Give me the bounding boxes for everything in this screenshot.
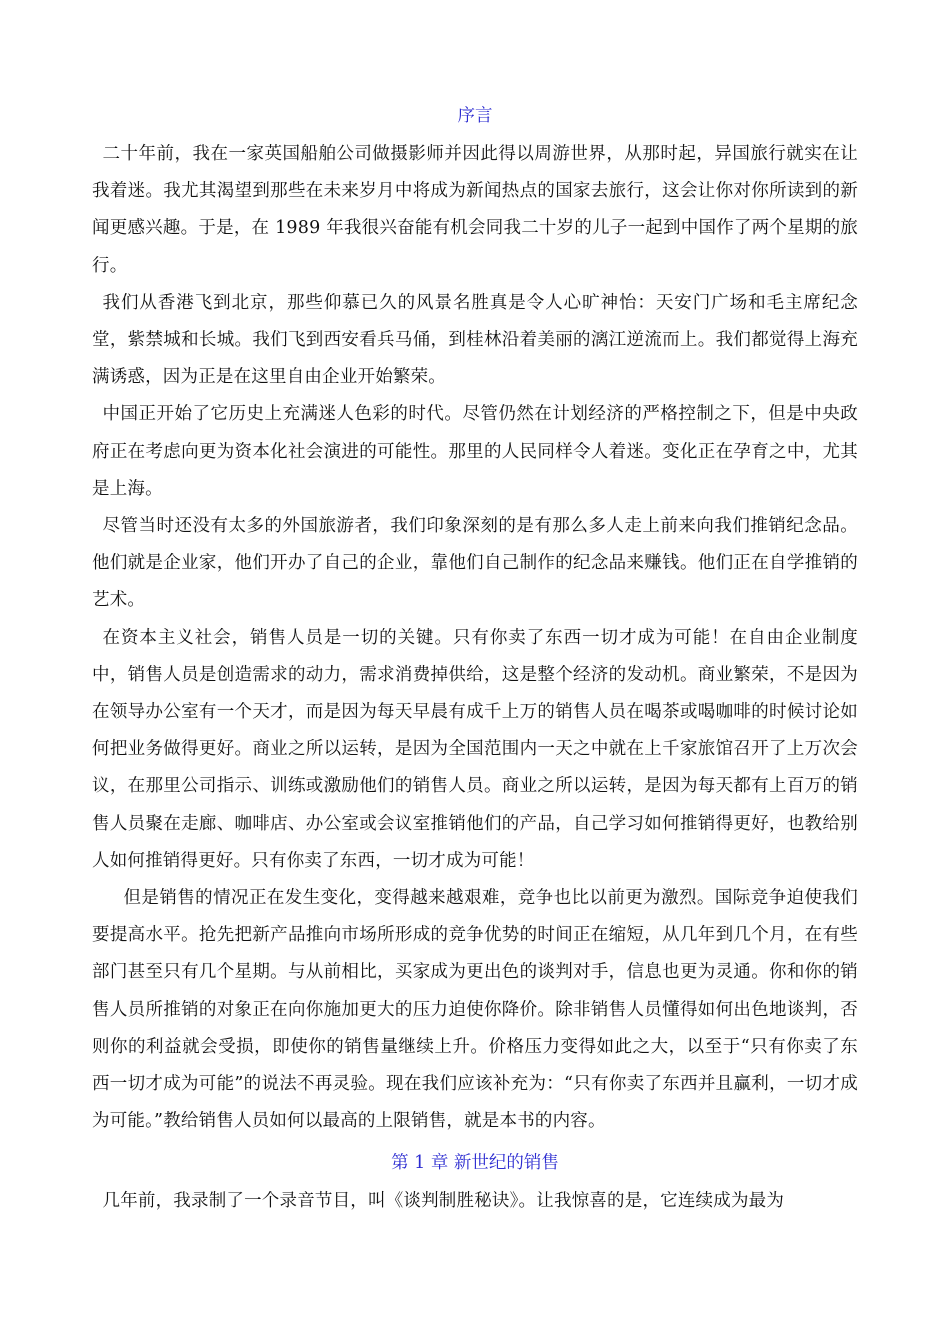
preface-title: 序言 [457,106,493,126]
chapter-1-title: 第 1 章 新世纪的销售 [391,1153,559,1174]
preface-paragraph-4: 尽管当时还没有太多的外国旅游者，我们印象深刻的是有那么多人走上前来向我们推销纪念品。他们就是企业家，他们开办了自己的企业，靠他们自己制作的纪念品来赚钱。他们正在自学推销的艺术。 [92,516,858,611]
document-page [92,96,858,1221]
preface-paragraph-6: 但是销售的情况正在发生变化，变得越来越艰难，竞争也比以前更为激烈。国际竞争迫使我们要提高水平。抢先把新产品推向市场所形成的竞争优势的时间正在缩短，从几年到几个月，在有些部门甚至只有几个星期。与从前相比，买家成为更出色的谈判对手，信息也更为灵通。你和你的销售人员所推销的对象正在向你施加更大的压力迫使你降价。除非销售人员懂得如何出色地谈判，否则你的利益就会受损，即使你的销售量继续上升。价格压力变得如此之大，以至于“只有你卖了东西一切才成为可能”的说法不再灵验。现在我们应该补充为：“只有你卖了东西并且赢利，一切才成为可能。”教给销售人员如何以最高的上限销售，就是本书的内容。 [92,888,858,1132]
preface-paragraph-2: 我们从香港飞到北京，那些仰慕已久的风景名胜真是令人心旷神怡：天安门广场和毛主席纪念堂，紫禁城和长城。我们飞到西安看兵马俑，到桂林沿着美丽的漓江逆流而上。我们都觉得上海充满诱惑，因为正是在这里自由企业开始繁荣。 [92,292,858,388]
chapter-1-paragraph-1: 几年前，我录制了一个录音节目，叫《谈判制胜秘诀》。让我惊喜的是，它连续成为最为 [102,1191,785,1212]
preface-paragraph-3: 中国正开始了它历史上充满迷人色彩的时代。尽管仍然在计划经济的严格控制之下，但是中央政府正在考虑向更为资本化社会演进的可能性。那里的人民同样令人着迷。变化正在孕育之中，尤其是上海。 [92,404,858,499]
preface-paragraph-1: 二十年前，我在一家英国船舶公司做摄影师并因此得以周游世界，从那时起，异国旅行就实在让我着迷。我尤其渴望到那些在未来岁月中将成为新闻热点的国家去旅行，这会让你对你所读到的新闻更感兴趣。于是，在 1989 年我很兴奋能有机会同我二十岁的儿子一起到中国作了两个星期的旅行。 [92,144,858,276]
preface-paragraph-5: 在资本主义社会，销售人员是一切的关键。只有你卖了东西一切才成为可能！在自由企业制度中，销售人员是创造需求的动力，需求消费掉供给，这是整个经济的发动机。商业繁荣，不是因为在领导办公室有一个天才，而是因为每天早晨有成千上万的销售人员在喝茶或喝咖啡的时候讨论如何把业务做得更好。商业之所以运转，是因为全国范围内一天之中就在上千家旅馆召开了上万次会议，在那里公司指示、训练或激励他们的销售人员。商业之所以运转，是因为每天都有上百万的销售人员聚在走廊、咖啡店、办公室或会议室推销他们的产品，自己学习如何推销得更好，也教给别人如何推销得更好。只有你卖了东西，一切才成为可能！ [92,627,858,871]
